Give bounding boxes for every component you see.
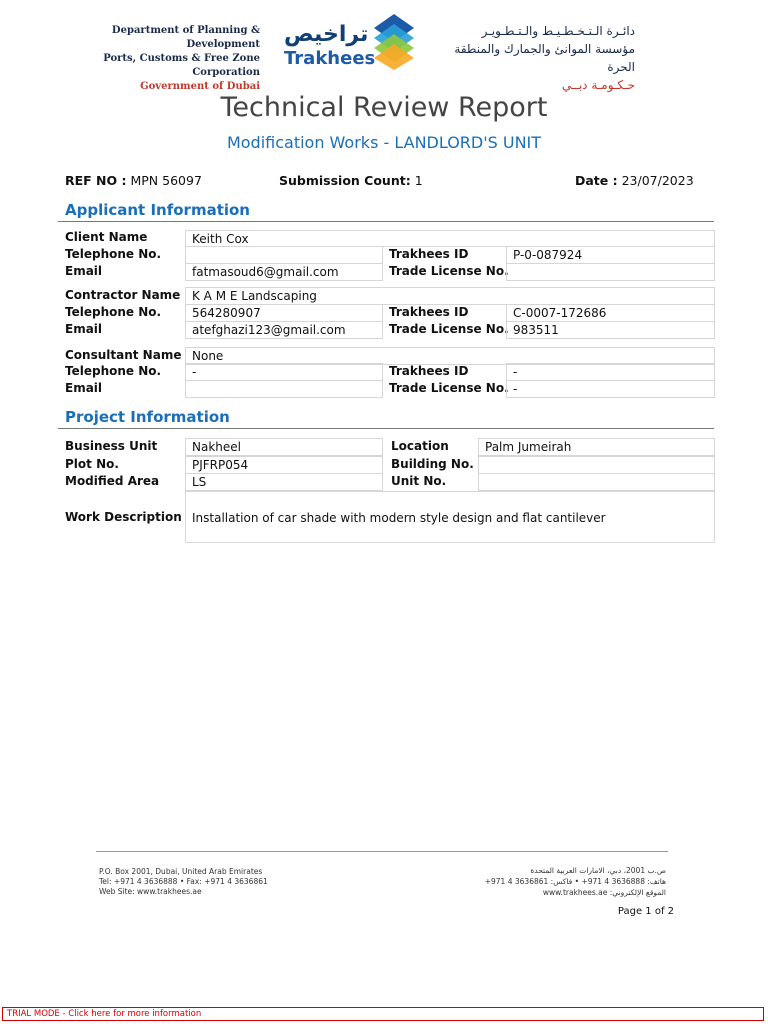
department-name: Department of Planning & Development [111,25,260,50]
government-name-arabic: حـكـومـة دبــي [561,78,635,92]
report-date [575,173,694,188]
plot-no-value: PJFRP054 [185,456,383,474]
footer-phone-arabic: هاتف: 3636888 4 971+ • فاكس: 3636861 4 971+ [484,877,666,886]
location-label: Location [391,439,449,453]
client-trakhees-id-value: P-0-087924 [506,246,715,264]
footer-english [99,867,268,897]
footer-arabic [470,865,666,898]
client-name-label: Client Name [65,230,148,244]
building-no-label: Building No. [391,457,474,471]
client-trade-license-label: Trade License No. [389,264,509,278]
contractor-telephone-value: 564280907 [185,304,383,322]
corporation-name-arabic: مؤسسة الموانئ والجمارك والمنطقة الحرة [454,42,635,74]
date-label: Date : [575,173,618,188]
date-value: 23/07/2023 [621,173,694,188]
consultant-telephone-value: - [185,363,383,381]
contractor-email-label: Email [65,322,103,336]
department-name-arabic: دائـرة الـتـخـطـيـط والـتـطـويـر [481,24,635,38]
ref-no-label: REF NO : [65,173,127,188]
consultant-name-label: Consultant Name [65,348,182,362]
report-title: Technical Review Report [220,92,548,123]
corporation-name: Ports, Customs & Free Zone Corporation [103,53,260,78]
consultant-email-value [185,380,383,398]
footer-phone: Tel: +971 4 3636888 • Fax: +971 4 3636861 [99,877,268,886]
contractor-email-value: atefghazi123@gmail.com [185,321,383,339]
trakhees-logo-icon [370,12,418,72]
work-description-label: Work Description [65,510,182,524]
submission-count [279,173,423,188]
applicant-section-title: Applicant Information [65,201,250,219]
modified-area-value: LS [185,473,383,491]
consultant-trakhees-id-label: Trakhees ID [389,364,469,378]
contractor-name-label: Contractor Name [65,288,181,302]
building-no-value [478,456,715,474]
client-name-value: Keith Cox [185,230,715,247]
footer-website-arabic: الموقع الإلكتروني: www.trakhees.ae [542,888,666,897]
section-divider [58,428,714,429]
footer-website: Web Site: www.trakhees.ae [99,887,202,896]
plot-no-label: Plot No. [65,457,119,471]
client-email-value: fatmasoud6@gmail.com [185,263,383,281]
unit-no-label: Unit No. [391,474,447,488]
logo-arabic-text: تراخيص [284,22,369,47]
footer-address-arabic: ص.ب 2001، دبي، الامارات العربية المتحدة [530,866,666,875]
client-telephone-label: Telephone No. [65,247,162,261]
work-description-value: Installation of car shade with modern style design and flat cantilever [185,491,715,543]
submission-count-value: 1 [414,173,423,188]
contractor-trade-license-value: 983511 [506,321,715,339]
ref-no [65,173,202,188]
business-unit-label: Business Unit [65,439,158,453]
letterhead-arabic [430,22,635,94]
contractor-trade-license-label: Trade License No. [389,322,509,336]
page-number: Page 1 of 2 [617,906,674,917]
client-trade-license-value [506,263,715,281]
consultant-trakhees-id-value: - [506,363,715,381]
client-email-label: Email [65,264,103,278]
trial-mode-banner[interactable]: TRIAL MODE - Click here for more information [2,1007,764,1021]
ref-no-value: MPN 56097 [130,173,202,188]
contractor-trakhees-id-value: C-0007-172686 [506,304,715,322]
consultant-email-label: Email [65,381,103,395]
client-telephone-value [185,246,383,264]
consultant-trade-license-label: Trade License No. [389,381,509,395]
project-section-title: Project Information [65,408,230,426]
contractor-trakhees-id-label: Trakhees ID [389,305,469,319]
client-trakhees-id-label: Trakhees ID [389,247,469,261]
consultant-name-value: None [185,347,715,365]
section-divider [58,221,714,222]
modified-area-label: Modified Area [65,474,160,488]
unit-no-value [478,473,715,491]
contractor-name-value: K A M E Landscaping [185,287,715,305]
contractor-telephone-label: Telephone No. [65,305,162,319]
submission-count-label: Submission Count: [279,173,411,188]
footer-divider [96,851,668,852]
footer-address: P.O. Box 2001, Dubai, United Arab Emirates [99,867,263,876]
consultant-trade-license-value: - [506,380,715,398]
government-name: Government of Dubai [140,81,260,92]
report-subtitle: Modification Works - LANDLORD'S UNIT [226,133,542,152]
business-unit-value: Nakheel [185,438,383,456]
logo-english-text: Trakhees [284,48,376,69]
location-value: Palm Jumeirah [478,438,715,456]
letterhead-english [60,24,260,94]
consultant-telephone-label: Telephone No. [65,364,162,378]
